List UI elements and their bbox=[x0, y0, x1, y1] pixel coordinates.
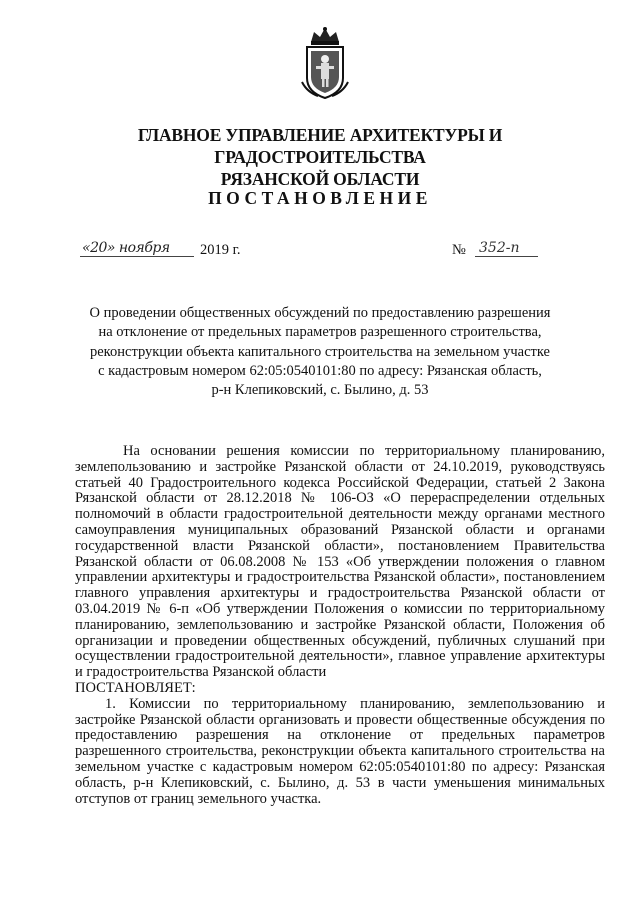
decree-word: ПОСТАНОВЛЯЕТ: bbox=[75, 679, 196, 696]
org-line-2: РЯЗАНСКОЙ ОБЛАСТИ bbox=[220, 169, 420, 189]
date-year: 2019 г. bbox=[200, 242, 241, 258]
subject-line: на отклонение от предельных параметров разрешенного строительства, bbox=[98, 324, 542, 341]
number-label: № bbox=[452, 242, 466, 258]
handwritten-number: 352-п bbox=[475, 240, 538, 257]
handwritten-date: «20» ноября bbox=[80, 240, 194, 257]
document-body bbox=[75, 444, 605, 807]
preamble-paragraph: На основании решения комиссии по территориальному планированию, землепользованию и застройке Рязанской области от 24.10.2019, руководствуясь статьей 40 Градостроительного кодекса Российской Федерации, статьей 2 Закона Рязанской области от 28.12.2018 № 106-ОЗ «О перераспределении отдельных полномочий в области градостроительной деятельности между органами местного самоуправления муниципальных образований Рязанской области и органами государственной власти Рязанской области», постановлением Правительства Рязанской области от 06.08.2008 № 153 «Об утверждении положения о главном управлении архитектуры и градостроительства Рязанской области», постановлением главного управления архитектуры и градостроительства Рязанской области от 03.04.2019 № 6-п «Об утверждении Положения о комиссии по территориальному планированию, землепользованию и застройке Рязанской области, Положения об организации и проведении общественных обсуждений, публичных слушаний при осуществлении градостроительной деятельности», главное управление архитектуры и градостроительства Рязанской области bbox=[75, 443, 605, 681]
subject-line: с кадастровым номером 62:05:0540101:80 по адресу: Рязанская область, bbox=[98, 362, 542, 379]
document-subject bbox=[60, 304, 580, 400]
document-type: ПОСТАНОВЛЕНИЕ bbox=[208, 188, 432, 208]
date-number-line bbox=[80, 242, 580, 268]
item-1-paragraph: 1. Комиссии по территориальному планированию, землепользованию и застройке Рязанской области организовать и провести общественные обсуждения по предоставлению разрешения на отклонение от предельных параметров разрешенного строительства, реконструкции объекта капитального строительства на земельном участке с кадастровым номером 62:05:0540101:80 по адресу: Рязанская область, р-н Клепиковский, с. Былино, д. 53 в части уменьшения минимальных отступов от границ земельного участка. bbox=[75, 695, 605, 807]
org-line-1: ГЛАВНОЕ УПРАВЛЕНИЕ АРХИТЕКТУРЫ И ГРАДОСТРОИТЕЛЬСТВА bbox=[137, 125, 503, 167]
subject-line: р-н Клепиковский, с. Былино, д. 53 bbox=[211, 382, 429, 399]
subject-line: О проведении общественных обсуждений по предоставлению разрешения bbox=[89, 305, 551, 321]
subject-line: реконструкции объекта капитального строительства на земельном участке bbox=[90, 343, 550, 360]
organization-title bbox=[40, 124, 600, 190]
ryazan-coat-of-arms-icon bbox=[298, 26, 352, 100]
